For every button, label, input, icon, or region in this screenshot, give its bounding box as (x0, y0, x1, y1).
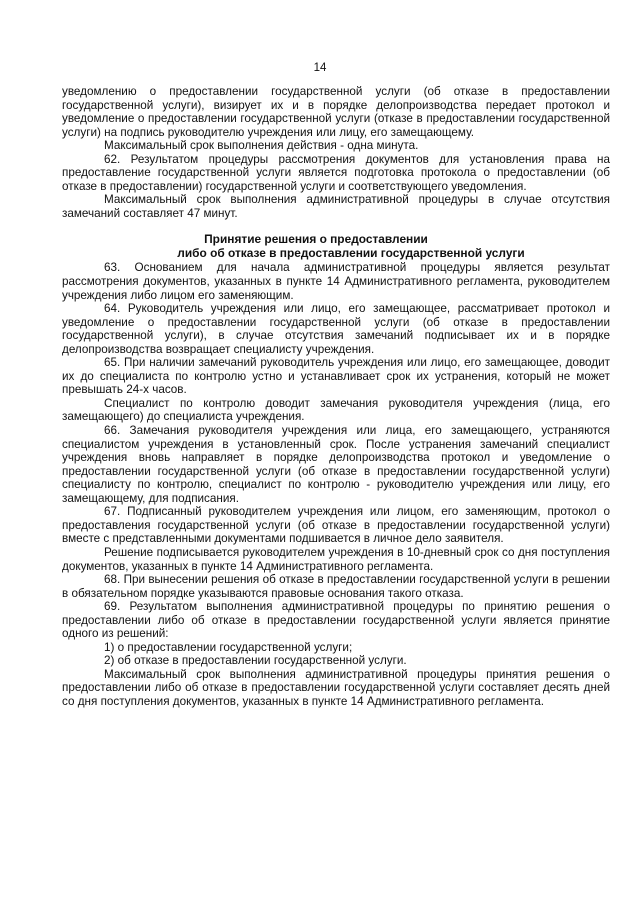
paragraph: Специалист по контролю доводит замечания руководителя учреждения (лица, его замещающего) до специалиста учреждения. (62, 396, 610, 424)
paragraph: Максимальный срок выполнения действия - одна минута. (104, 139, 419, 153)
paragraphs-after (62, 261, 610, 708)
paragraph: 69. Результатом выполнения административной процедуры по принятию решения о предоставлении либо об отказе в предоставлении государственной услуги является принятие одного из решений: (62, 600, 610, 641)
document-body (62, 85, 610, 709)
paragraph: 66. Замечания руководителя учреждения или лица, его замещающего, устраняются специалистом учреждения в установленный срок. После устранения замечаний специалист учреждения вновь направляет в порядке делопроизводства протокол и уведомление о предоставлении государственной услуги (об отказе в предоставлении государственной услуги) специалисту по контролю, специалист по контролю - руководителю учреждения или лицу, его замещающему, для подписания. (62, 424, 610, 505)
section-heading-line-2: либо об отказе в предоставлении государственной услуги (177, 246, 525, 261)
section-heading (62, 232, 610, 260)
paragraph: 64. Руководитель учреждения или лицо, его замещающее, рассматривает протокол и уведомление о предоставлении государственной услуги (об отказе в предоставлении государственной услуги), в случае отсутствия замечаний подписывает их и в порядке делопроизводства возвращает специалисту учреждения. (62, 302, 610, 356)
paragraph: 63. Основанием для начала административной процедуры является результат рассмотрения документов, указанных в пункте 14 Административного регламента, руководителем учреждения либо лицом его заменяющим. (62, 261, 610, 302)
paragraph: Максимальный срок выполнения административной процедуры в случае отсутствия замечаний составляет 47 минут. (62, 193, 610, 220)
paragraph: Решение подписывается руководителем учреждения в 10-дневный срок со дня поступления документов, указанных в пункте 14 Административного регламента. (62, 545, 610, 573)
paragraph: 67. Подписанный руководителем учреждения или лицом, его заменяющим, протокол о предоставления государственной услуги (об отказе в предоставлении государственной услуги) вместе с представленными документами подшивается в личное дело заявителя. (62, 505, 610, 546)
page-number: 14 (313, 62, 327, 74)
paragraph: 2) об отказе в предоставлении государственной услуги. (104, 654, 407, 668)
paragraphs-before (62, 85, 610, 220)
paragraph: уведомлению о предоставлении государственной услуги (об отказе в предоставлении государственной услуги), визирует их и в порядке делопроизводства передает протокол и уведомление о предоставлении государственной услуги (отказе в предоставлении государственной услуги) на подпись руководителю учреждения или лицу, его замещающему. (62, 85, 610, 139)
paragraph: 1) о предоставлении государственной услуги; (104, 640, 353, 654)
paragraph: 68. При вынесении решения об отказе в предоставлении государственной услуги в решении в обязательном порядке указываются правовые основания такого отказа. (62, 573, 610, 600)
paragraph: Максимальный срок выполнения административной процедуры принятия решения о предоставлении либо об отказе в предоставлении государственной услуги составляет десять дней со дня поступления документов, указанных в пункте 14 Административного регламента. (62, 667, 610, 708)
paragraph: 65. При наличии замечаний руководитель учреждения или лицо, его замещающее, доводит их до специалиста по контролю устно и устанавливает срок их устранения, который не может превышать 24-х часов. (62, 356, 610, 397)
section-heading-line-1: Принятие решения о предоставлении (204, 232, 428, 247)
paragraph: 62. Результатом процедуры рассмотрения документов для установления права на предоставление государственной услуги является подготовка протокола о предоставлении (об отказе в предоставлении) государственной услуги и соответствующего уведомления. (62, 152, 610, 193)
